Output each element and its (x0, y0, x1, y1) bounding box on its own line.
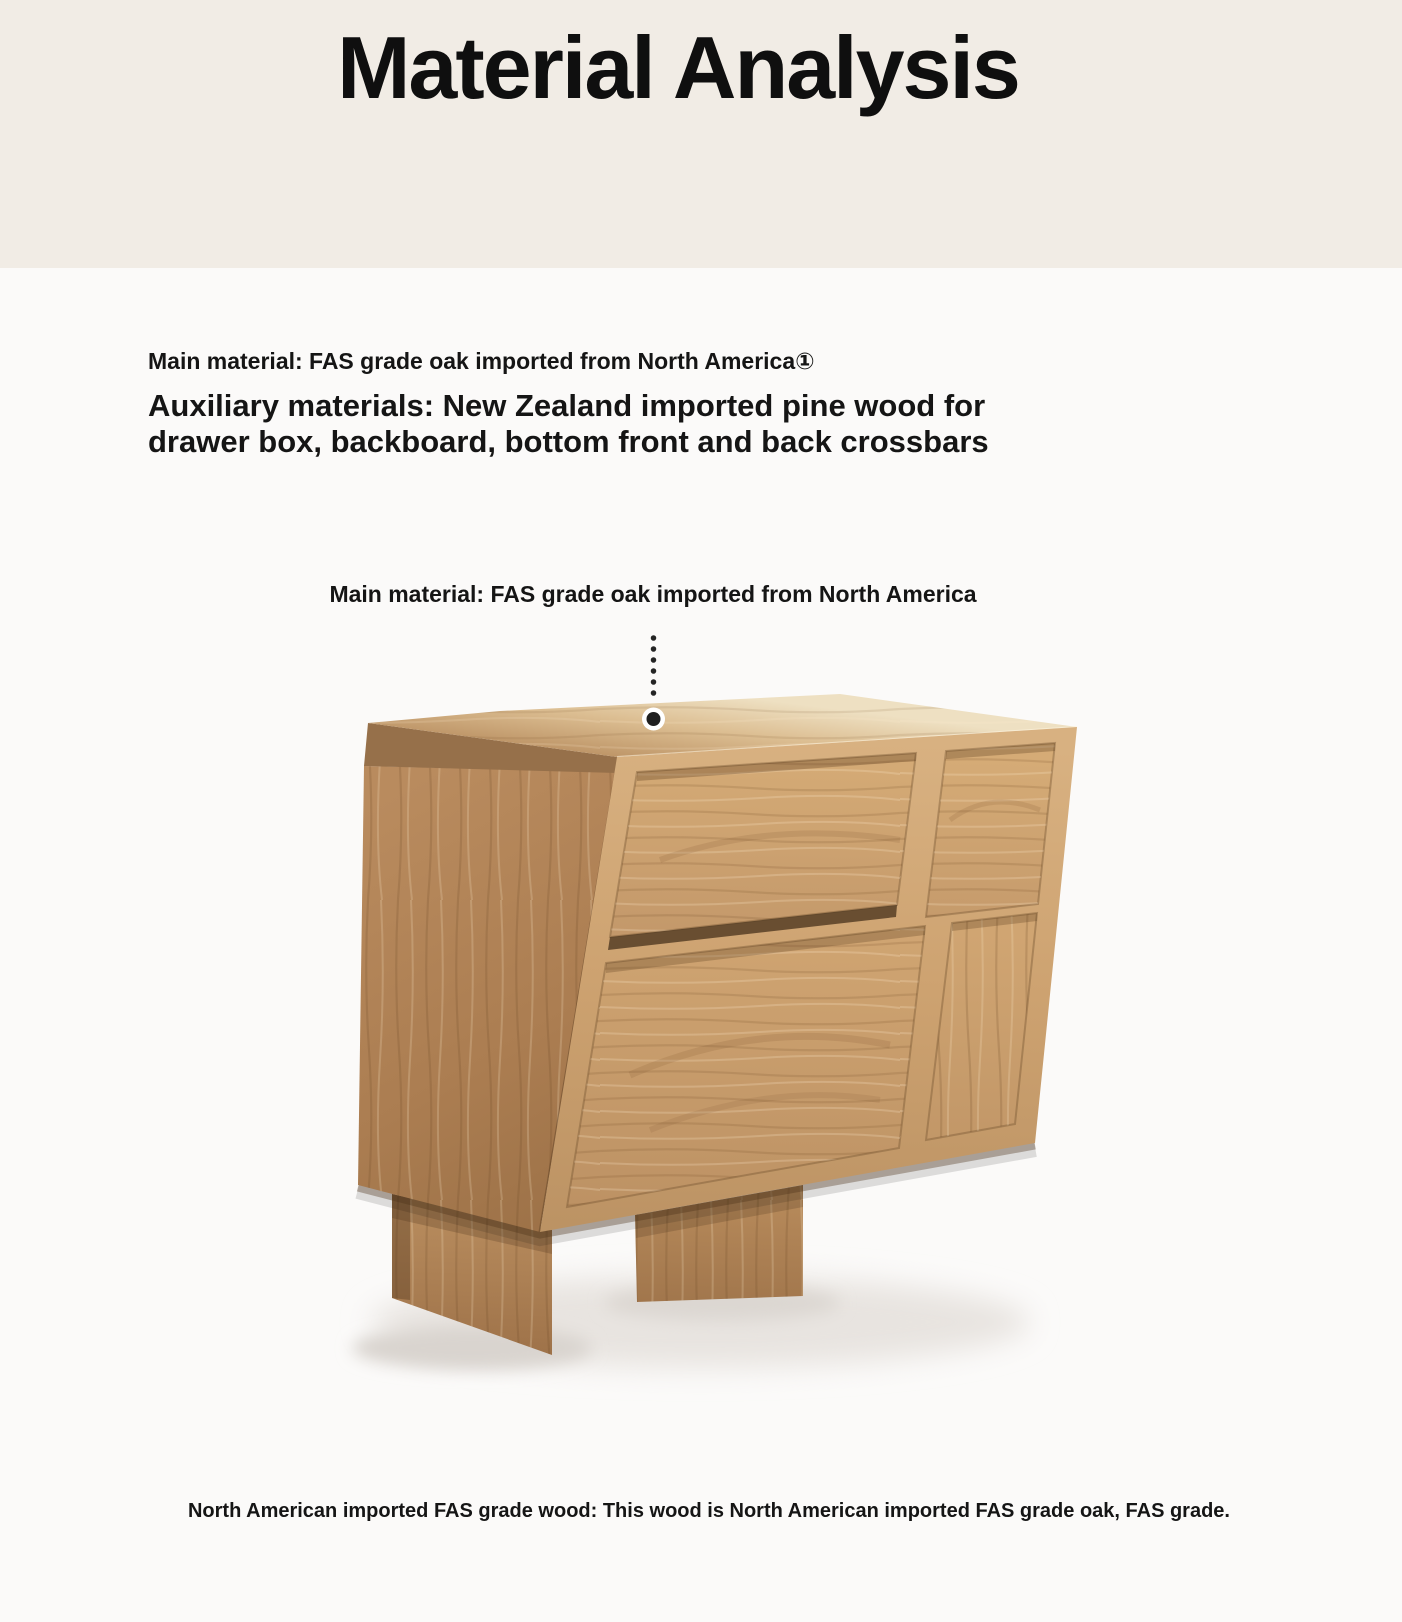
aux-material-line-2: drawer box, backboard, bottom front and back crossbars (148, 424, 989, 459)
panel-top-right (926, 743, 1055, 917)
callout-leader (642, 638, 665, 731)
callout-label: Main material: FAS grade oak imported from North America (329, 581, 977, 607)
main-material-text: Main material: FAS grade oak imported from North America① (148, 348, 815, 374)
aux-material-text (148, 388, 1098, 460)
nightstand-illustration (300, 610, 1100, 1420)
aux-material-line-1: Auxiliary materials: New Zealand imported pine wood for (148, 388, 986, 423)
callout-anchor-dot (647, 712, 661, 726)
bottom-caption: North American imported FAS grade wood: This wood is North American imported FAS grade oak, FAS grade. (187, 1500, 1230, 1522)
product-photo (300, 610, 1100, 1420)
page-title: Material Analysis (337, 18, 1019, 117)
